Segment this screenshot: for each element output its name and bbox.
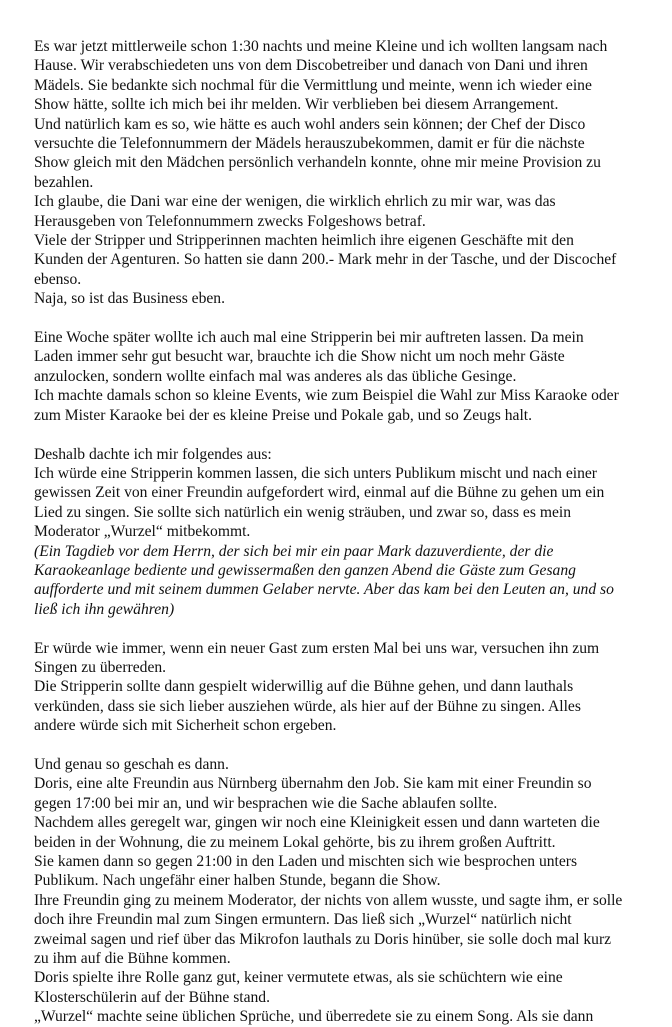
text-line: Ihre Freundin ging zu meinem Moderator, der nichts von allem wusste, und sagte ihm, er solle [34,891,623,909]
text-line: Publikum. Nach ungefähr einer halben Stunde, begann die Show. [34,872,441,890]
text-line: Doris, eine alte Freundin aus Nürnberg übernahm den Job. Sie kam mit einer Freundin so [34,775,592,793]
text-line: Mädels. Sie bedankte sich nochmal für die Vermittlung und meinte, wenn ich wieder eine [34,76,592,94]
text-line: Ich machte damals schon so kleine Events, wie zum Beispiel die Wahl zur Miss Karaoke oder [34,387,619,405]
text-line: Lied zu singen. Sie sollte sich natürlich ein wenig sträuben, und zwar so, dass es mein [34,503,571,521]
text-line: „Wurzel“ machte seine üblichen Sprüche, und überredete sie zu einem Song. Als sie dann [34,1008,594,1026]
text-line: Er würde wie immer, wenn ein neuer Gast zum ersten Mal bei uns war, versuchen ihn zum [34,639,600,657]
text-line: Laden immer sehr gut besucht war, brauchte ich die Show nicht um noch mehr Gäste [34,348,565,366]
text-line: beiden in der Wohnung, die zu meinem Lokal gehörte, bis zu ihrem großen Auftritt. [34,833,556,851]
text-line: Deshalb dachte ich mir folgendes aus: [34,445,272,463]
paragraph-spacer [34,619,652,638]
text-line: Sie kamen dann so gegen 21:00 in den Laden und mischten sich wie besprochen unters [34,853,578,870]
text-line: Kunden der Agenturen. So hatten sie dann 200.- Mark mehr in der Tasche, und der Discochef [34,251,617,269]
text-line: Viele der Stripper und Stripperinnen machten heimlich ihre eigenen Geschäfte mit den [34,232,574,250]
text-line: Es war jetzt mittlerweile schon 1:30 nachts und meine Kleine und ich wollten langsam nach [34,38,608,55]
text-line: Klosterschülerin auf der Bühne stand. [34,988,271,1006]
italic-aside-line: (Ein Tagdieb vor dem Herrn, der sich bei mir ein paar Mark dazuverdiente, der die [34,542,554,560]
text-line: Show gleich mit den Mädchen persönlich verhandeln konnte, ohne mir meine Provision zu [34,154,601,172]
text-line: Moderator „Wurzel“ mitbekommt. [34,523,251,541]
paragraph [34,639,652,736]
text-line: versuchte die Telefonnummern der Mädels herauszubekommen, damit er für die nächste [34,135,585,153]
paragraph [34,328,652,425]
text-line: Ich würde eine Stripperin kommen lassen, die sich unters Publikum mischt und nach einer [34,464,597,482]
text-line: zweimal sagen und rief über das Mikrofon lauthals zu Doris hinüber, sie solle doch mal kurz [34,930,612,948]
paragraph-spacer [34,736,652,755]
text-line: zum Mister Karaoke bei der es kleine Preise und Pokale gab, und so Zeugs halt. [34,406,533,424]
text-line: Doris spielte ihre Rolle ganz gut, keiner vermutete etwas, als sie schüchtern wie eine [34,969,563,987]
text-line: zu ihm auf die Bühne kommen. [34,950,231,968]
text-line: Und natürlich kam es so, wie hätte es auch wohl anders sein können; der Chef der Disco [34,115,586,133]
text-line: Naja, so ist das Business eben. [34,290,226,308]
paragraph [34,37,652,309]
italic-aside-line: aufforderte und mit seinem dummen Gelaber nervte. Aber das kam bei den Leuten an, und so [34,581,614,599]
text-line: Herausgeben von Telefonnummern zwecks Folgeshows betraf. [34,212,426,230]
paragraph [34,445,652,620]
italic-aside-line: ließ ich ihn gewähren) [34,600,175,618]
text-line: bezahlen. [34,173,94,191]
text-line: Die Stripperin sollte dann gespielt widerwillig auf die Bühne gehen, und dann lauthals [34,678,574,696]
text-line: gewissen Zeit von einer Freundin aufgefordert wird, einmal auf die Bühne zu gehen um ein [34,484,605,502]
text-line: Ich glaube, die Dani war eine der wenigen, die wirklich ehrlich zu mir war, was das [34,193,556,211]
italic-aside-line: Karaokeanlage bediente und gewissermaßen den ganzen Abend die Gäste zum Gesang [34,561,576,579]
text-line: verkünden, dass sie sich lieber ausziehen würde, als hier auf der Bühne zu singen. Alles [34,697,581,715]
text-line: anzulocken, sondern wollte einfach mal was anderes als das übliche Gesinge. [34,367,517,385]
text-line: Und genau so geschah es dann. [34,755,229,773]
paragraph-spacer [34,425,652,444]
text-line: gegen 17:00 bei mir an, und wir besprachen wie die Sache ablaufen sollte. [34,794,498,812]
text-line: Nachdem alles geregelt war, gingen wir noch eine Kleinigkeit essen und dann warteten die [34,814,600,832]
text-line: Hause. Wir verabschiedeten uns von dem Discobetreiber und danach von Dani und ihren [34,57,588,75]
text-line: Eine Woche später wollte ich auch mal eine Stripperin bei mir auftreten lassen. Da mein [34,329,584,347]
text-line: andere würde sich mit Sicherheit schon ergeben. [34,717,337,735]
text-line: Singen zu überreden. [34,658,167,676]
paragraph [34,755,652,1027]
text-line: doch ihre Freundin mal zum Singen ermuntern. Das ließ sich „Wurzel“ natürlich nicht [34,911,572,929]
text-line: ebenso. [34,270,82,288]
text-line: Show hätte, sollte ich mich bei ihr melden. Wir verblieben bei diesem Arrangement. [34,96,559,114]
paragraph-spacer [34,309,652,328]
